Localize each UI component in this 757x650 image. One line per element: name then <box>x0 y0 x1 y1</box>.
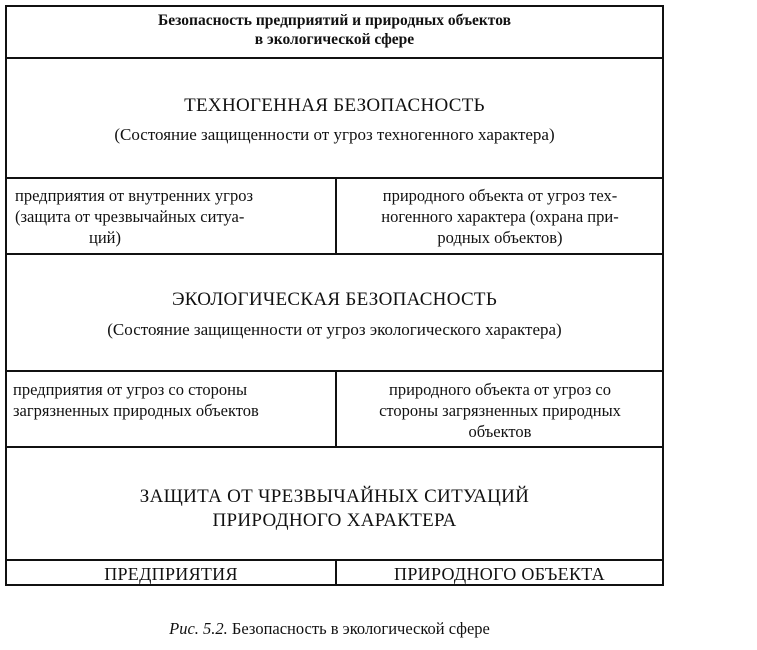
eco-left-cell <box>13 379 335 421</box>
divider <box>7 253 662 255</box>
techno-left-cell <box>15 185 333 248</box>
diagram-frame <box>5 5 664 586</box>
header-line-1: Безопасность предприятий и природных объектов <box>158 12 511 29</box>
cell-line: загрязненных природных объектов <box>13 401 259 420</box>
cell-line: природного объекта от угроз со <box>389 380 611 399</box>
natural-title-line-2: ПРИРОДНОГО ХАРАКТЕРА <box>212 510 457 531</box>
cell-line: стороны загрязненных природных <box>379 401 621 420</box>
figure-caption <box>0 619 659 639</box>
natural-right-cell: ПРИРОДНОГО ОБЪЕКТА <box>394 564 605 584</box>
cell-line: предприятия от угроз со стороны <box>13 380 248 399</box>
figure-title: Безопасность в экологической сфере <box>231 619 490 638</box>
cell-line: родных объектов) <box>437 228 563 247</box>
divider <box>335 370 337 447</box>
natural-left-cell: ПРЕДПРИЯТИЯ <box>104 564 238 584</box>
techno-title: ТЕХНОГЕННАЯ БЕЗОПАСНОСТЬ <box>184 95 485 116</box>
eco-title: ЭКОЛОГИЧЕСКАЯ БЕЗОПАСНОСТЬ <box>171 289 498 310</box>
eco-subtitle: (Состояние защищенности от угроз экологического характера) <box>107 320 562 339</box>
divider <box>7 57 662 59</box>
cell-line: ций) <box>89 228 121 247</box>
cell-line: (защита от чрезвычайных ситуа- <box>15 207 245 226</box>
cell-line: ногенного характера (охрана при- <box>381 207 619 226</box>
cell-line: объектов <box>468 422 532 441</box>
eco-right-cell <box>339 379 661 442</box>
techno-right-cell <box>339 185 661 248</box>
diagram-header <box>7 11 662 49</box>
header-line-2: в экологической сфере <box>254 31 415 48</box>
cell-line: предприятия от внутренних угроз <box>15 186 253 205</box>
figure-number: Рис. 5.2. <box>169 619 228 638</box>
divider <box>335 177 337 254</box>
techno-subtitle: (Состояние защищенности от угроз техногенного характера) <box>114 125 555 144</box>
divider <box>7 446 662 448</box>
natural-title <box>7 485 662 533</box>
natural-title-line-1: ЗАЩИТА ОТ ЧРЕЗВЫЧАЙНЫХ СИТУАЦИЙ <box>139 486 530 507</box>
cell-line: природного объекта от угроз тех- <box>382 186 618 205</box>
